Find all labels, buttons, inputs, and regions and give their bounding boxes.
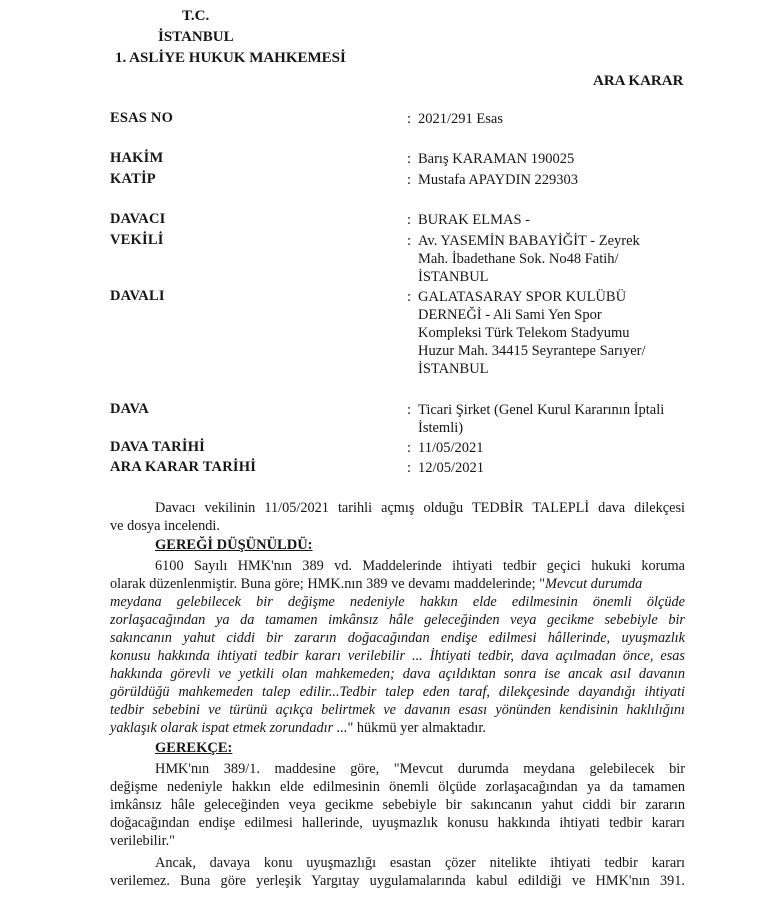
davali-line: Huzur Mah. 34415 Seyrantepe Sarıyer/	[418, 343, 646, 359]
para2-line: HMK'nın 389/1. maddesine göre, "Mevcut durumda meydana gelebilecek bir	[155, 761, 685, 777]
davaci-value: BURAK ELMAS -	[418, 212, 530, 228]
davali-line: İSTANBUL	[418, 361, 489, 377]
dava-label: DAVA	[110, 401, 149, 417]
para2-last-line: verilebilir."	[110, 833, 175, 849]
vekili-line: Mah. İbadethane Sok. No48 Fatih/	[418, 251, 619, 267]
para1-last-line: yaklaşık olarak ispat etmek zorundadır ..." hükmü yer almaktadır.	[110, 720, 486, 736]
vekili-line: Av. YASEMİN BABAYİĞİT - Zeyrek	[418, 233, 640, 249]
dava-tarihi-label: DAVA TARİHİ	[110, 439, 206, 455]
para1-italic-line: konusu hakkında ihtiyati tedbir kararı verilebilir ... İhtiyati tedbir, dava açılmadan önce, esas	[110, 648, 685, 664]
para1-italic-line: meydana gelebilecek bir değişme nedeniyle hakkın elde edilmesinin önemli ölçüde	[110, 594, 685, 610]
para1-line: 6100 Sayılı HMK'nın 389 vd. Maddelerinde ihtiyati tedbir geçici hukuki koruma	[155, 558, 685, 574]
para2-line: değişme nedeniyle hakkın elde edilmesinin önemli ölçüde zorlaşacağından ya da tamamen	[110, 779, 685, 795]
intro-line: ve dosya incelendi.	[110, 518, 220, 534]
davaci-label: DAVACI	[110, 211, 166, 227]
hakim-value: Barış KARAMAN 190025	[418, 151, 575, 167]
para1-italic-line: sakıncanın yahut ciddi bir zararın doğacağından endişe edilmesi hâllerinde, uyuşmazlık	[110, 630, 685, 646]
ara-karar-tarihi-value: 12/05/2021	[418, 460, 485, 476]
davali-line: Kompleksi Türk Telekom Stadyumu	[418, 325, 630, 341]
header-city: İSTANBUL	[158, 29, 234, 45]
para1-italic-line: tedbir sebebini ve türünü açıkça belirtmek ve davanın esası yönünden kendisinin haklılığını	[110, 702, 685, 718]
dava-line: Ticari Şirket (Genel Kurul Kararının İptali	[418, 402, 665, 418]
dava-line: İstemli)	[418, 420, 464, 436]
header-tc: T.C.	[182, 8, 210, 24]
katip-label: KATİP	[110, 171, 156, 187]
para3-line: verilemez. Buna göre yerleşik Yargıtay uygulamalarında kabul edildiği ve HMK'nın 391.	[110, 873, 685, 889]
para1-italic-line: zorlaşacağından ya da tamamen imkânsız hâle geleceğinden veya gecikme sebebiyle bir	[110, 612, 685, 628]
heading-gerekce: GEREKÇE:	[155, 740, 233, 756]
katip-value: Mustafa APAYDIN 229303	[418, 172, 579, 188]
ara-karar-tarihi-label: ARA KARAR TARİHİ	[110, 459, 257, 475]
dava-tarihi-value: 11/05/2021	[418, 440, 484, 456]
hakim-label: HAKİM	[110, 150, 164, 166]
para2-line: imkânsız hâle geleceğinden veya gecikme sebebiyle bir sakıncanın yahut ciddi bir zararın	[110, 797, 685, 813]
para1-italic-line: hakkında görevli ve yetkili olan mahkemeden; dava açıldıktan sonra ise ancak asıl davanın	[110, 666, 685, 682]
para1-italic-line: görüldüğü mahkemeden talep edilir...Tedbir talep eden taraf, dilekçesinde dayandığı ihtiyati	[110, 684, 685, 700]
davali-line: DERNEĞİ - Ali Sami Yen Spor	[418, 307, 602, 323]
document-type: ARA KARAR	[593, 73, 684, 89]
vekili-label: VEKİLİ	[110, 232, 164, 248]
court-name: 1. ASLİYE HUKUK MAHKEMESİ	[115, 50, 346, 66]
davali-label: DAVALI	[110, 288, 165, 304]
esas-no-label: ESAS NO	[110, 110, 174, 126]
heading-geregi-dusunuldu: GEREĞİ DÜŞÜNÜLDÜ:	[155, 537, 313, 553]
esas-no-value: 2021/291 Esas	[418, 111, 503, 127]
para1-line: olarak düzenlenmiştir. Buna göre; HMK.nın 389 ve devamı maddelerinde; "Mevcut durumda	[110, 576, 643, 592]
vekili-line: İSTANBUL	[418, 269, 489, 285]
davali-line: GALATASARAY SPOR KULÜBÜ	[418, 289, 627, 305]
para2-line: doğacağından endişe edilmesi hallerinde, uyuşmazlık konusu hakkında ihtiyati tedbir kararı	[110, 815, 685, 831]
intro-line: Davacı vekilinin 11/05/2021 tarihli açmış olduğu TEDBİR TALEPLİ dava dilekçesi	[155, 500, 685, 516]
para3-line: Ancak, davaya konu uyuşmazlığı esastan çözer nitelikte ihtiyati tedbir kararı	[155, 855, 685, 871]
